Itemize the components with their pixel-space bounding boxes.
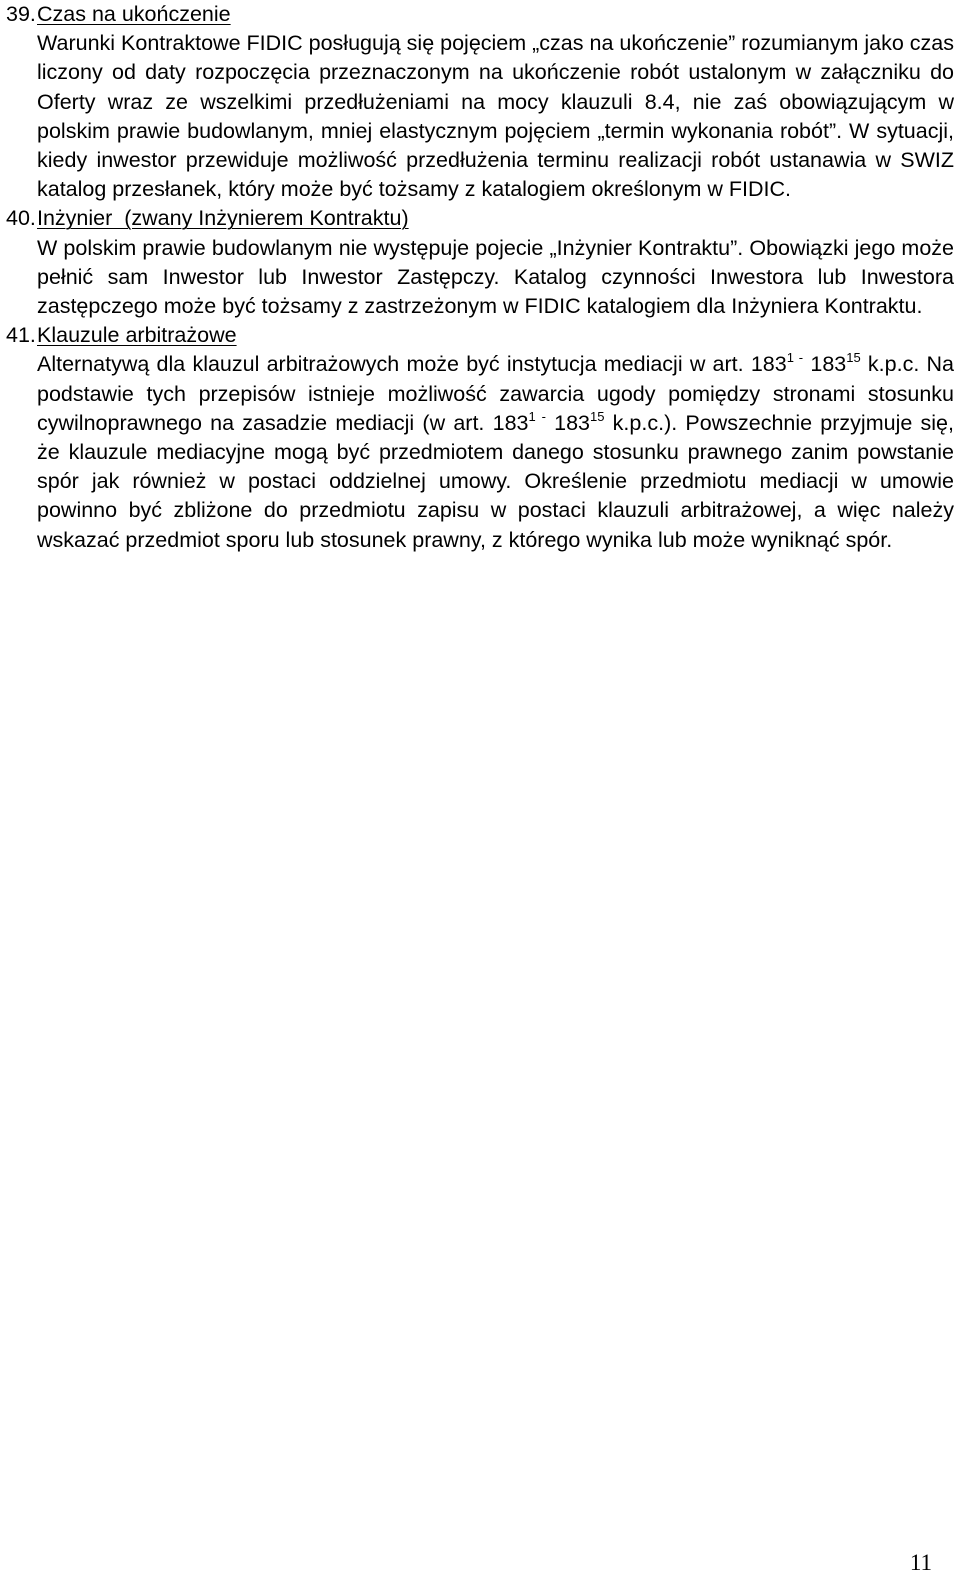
section-title: Klauzule arbitrażowe bbox=[37, 323, 237, 348]
section-number: 39. bbox=[6, 2, 36, 26]
body-text: 183 bbox=[803, 352, 847, 377]
section-heading bbox=[6, 0, 954, 29]
body-text: k.p.c. Na podstawie tych przepisów istnieje możliwość zawarcia ugody pomiędzy stronami stosunku cywilnoprawnego na zasadzie mediacji (w art. 183 bbox=[37, 352, 954, 435]
body-text: Alternatywą dla klauzul arbitrażowych może być instytucja mediacji w art. 183 bbox=[37, 352, 787, 377]
section-body bbox=[37, 350, 954, 554]
section-number: 41. bbox=[6, 323, 36, 348]
section-heading bbox=[6, 204, 954, 233]
superscript: 15 bbox=[846, 350, 861, 366]
superscript: 15 bbox=[590, 408, 605, 424]
page-content bbox=[6, 0, 954, 555]
section-heading bbox=[6, 321, 954, 350]
body-text: k.p.c.). Powszechnie przyjmuje się, że klauzule mediacyjne mogą być przedmiotem danego stosunku prawnego zanim powstanie spór jak również w postaci oddzielnej umowy. Określenie przedmiotu mediacji w umowie powinno być zbliżone do przedmiotu zapisu w postaci klauzuli arbitrażowej, a więc należy wskazać przedmiot sporu lub stosunek prawny, z którego wynika lub może wyniknąć spór. bbox=[37, 410, 954, 552]
section-title: Inżynier (zwany Inżynierem Kontraktu) bbox=[37, 206, 409, 231]
superscript: 1 - bbox=[528, 408, 546, 424]
section-number: 40. bbox=[6, 206, 36, 231]
section-41 bbox=[6, 321, 954, 555]
section-40 bbox=[6, 204, 954, 321]
superscript: 1 - bbox=[786, 350, 804, 366]
body-text: 183 bbox=[545, 410, 590, 435]
section-title: Czas na ukończenie bbox=[37, 2, 231, 26]
section-39 bbox=[6, 0, 954, 204]
page-number: 11 bbox=[909, 1550, 932, 1575]
section-body: W polskim prawie budowlanym nie występuje pojecie „Inżynier Kontraktu”. Obowiązki jego może pełnić sam Inwestor lub Inwestor Zastępczy. Katalog czynności Inwestora lub Inwestora zastępczego może być tożsamy z zastrzeżonym w FIDIC katalogiem dla Inżyniera Kontraktu. bbox=[37, 235, 954, 319]
section-body: Warunki Kontraktowe FIDIC posługują się pojęciem „czas na ukończenie” rozumianym jako czas liczony od daty rozpoczęcia przeznaczonym na ukończenie robót ustalonym w załączniku do Oferty wraz ze wszelkimi przedłużeniami na mocy klauzuli 8.4, nie zaś obowiązującym w polskim prawie budowlanym, mniej elastycznym pojęciem „termin wykonania robót”. W sytuacji, kiedy inwestor przewiduje możliwość przedłużenia terminu realizacji robót ustanawia w SWIZ katalog przesłanek, który może być tożsamy z katalogiem określonym w FIDIC. bbox=[37, 31, 954, 202]
